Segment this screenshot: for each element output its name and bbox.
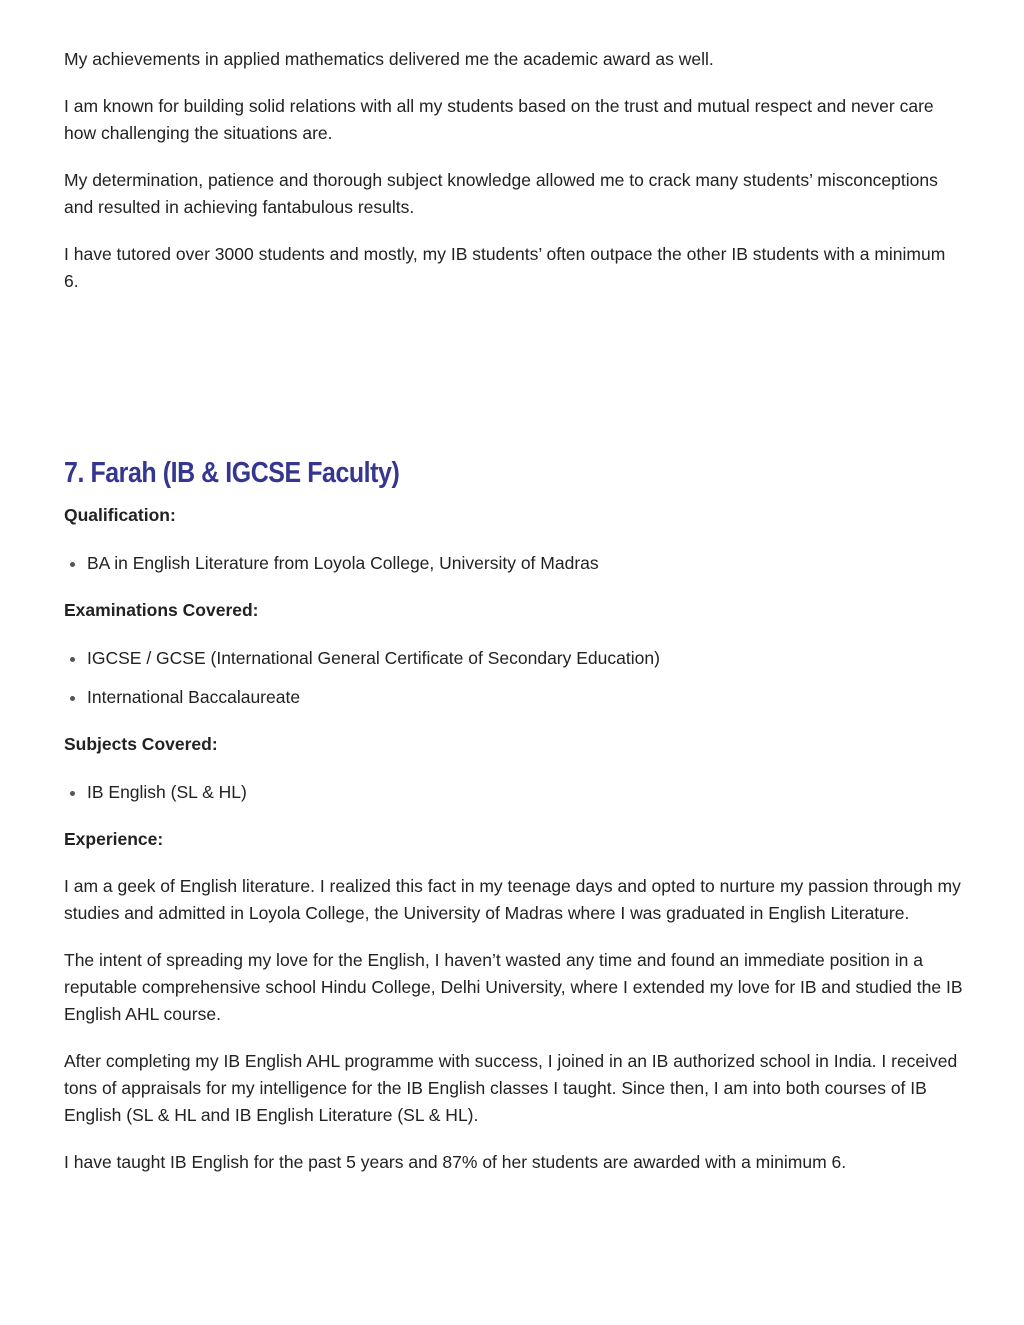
examinations-list [64, 645, 964, 711]
bullet-icon [70, 696, 75, 701]
examinations-label: Examinations Covered: [64, 600, 259, 620]
intro-paragraph: My achievements in applied mathematics delivered me the academic award as well. [64, 49, 714, 69]
list-item [64, 645, 964, 672]
list-item [64, 550, 964, 577]
list-item-text: IGCSE / GCSE (International General Certificate of Secondary Education) [87, 648, 660, 668]
experience-paragraph: The intent of spreading my love for the English, I haven’t wasted any time and found an immediate position in a reputable comprehensive school Hindu College, Delhi University, where I extended my love for IB and studied the IB English AHL course. [64, 950, 963, 1024]
list-item [64, 779, 964, 806]
bullet-icon [70, 657, 75, 662]
bullet-icon [70, 791, 75, 796]
intro-paragraph: I am known for building solid relations with all my students based on the trust and mutual respect and never care how challenging the situations are. [64, 96, 934, 143]
faculty-profile [64, 502, 964, 1196]
intro-paragraph: My determination, patience and thorough subject knowledge allowed me to crack many students’ misconceptions and resulted in achieving fantabulous results. [64, 170, 938, 217]
intro-section [64, 46, 964, 295]
intro-paragraph: I have tutored over 3000 students and mostly, my IB students’ often outpace the other IB students with a minimum 6. [64, 244, 946, 291]
qualification-list [64, 550, 964, 577]
list-item-text: IB English (SL & HL) [87, 782, 247, 802]
page-content [64, 46, 964, 1172]
subjects-label: Subjects Covered: [64, 734, 218, 754]
list-item-text: International Baccalaureate [87, 687, 301, 707]
experience-paragraph: After completing my IB English AHL programme with success, I joined in an IB authorized school in India. I received tons of appraisals for my intelligence for the IB English classes I taught. Since then, I am into both courses of IB English (SL & HL and IB English Literature (SL & HL). [64, 1051, 958, 1125]
experience-label: Experience: [64, 829, 164, 849]
experience-paragraph: I am a geek of English literature. I realized this fact in my teenage days and opted to nurture my passion through my studies and admitted in Loyola College, the University of Madras where I was graduated in English Literature. [64, 876, 961, 923]
bullet-icon [70, 562, 75, 567]
list-item-text: BA in English Literature from Loyola College, University of Madras [87, 553, 599, 573]
list-item [64, 684, 964, 711]
faculty-heading: 7. Farah (IB & IGCSE Faculty) [64, 457, 400, 489]
experience-paragraph: I have taught IB English for the past 5 years and 87% of her students are awarded with a minimum 6. [64, 1152, 847, 1172]
subjects-list [64, 779, 964, 806]
qualification-label: Qualification: [64, 505, 176, 525]
experience-section [64, 873, 964, 1176]
